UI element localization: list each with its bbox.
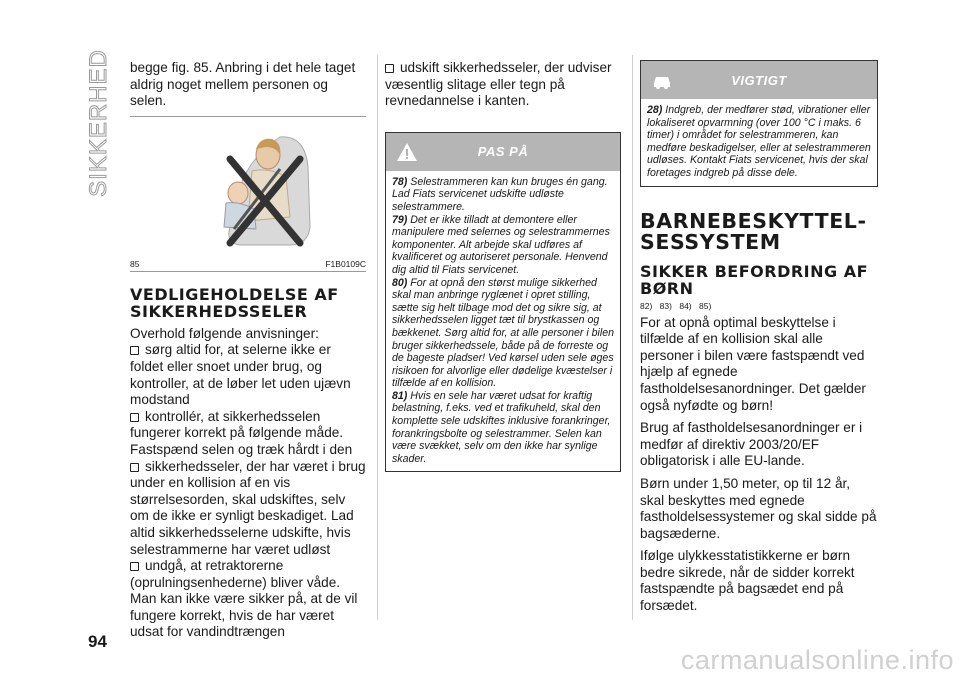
warning-number: 78) xyxy=(392,175,408,188)
warning-item xyxy=(392,390,614,466)
paragraph: Ifølge ulykkesstatistikkerne er børn bedre sikrede, når de sidder korrekt fastspændte på bagsædet end på forsædet. xyxy=(640,548,855,614)
column-1 xyxy=(130,60,366,641)
column-3 xyxy=(640,60,878,615)
warning-text: Selestrammeren kan kun bruges én gang. Lad Fiats servicenet udskifte udløste selestrammere. xyxy=(392,175,608,213)
column-divider xyxy=(632,55,633,620)
important-number: 28) xyxy=(647,104,663,116)
list-item-text: sikkerhedsseler, der har været i brug under en kollision af en vis størrelsesorden, skal udskiftes, selv om de ikke er synligt beskadiget. Lad altid sikkerhedsselerne udskifte, hvis selestrammerne har været udløst xyxy=(130,458,366,557)
bullet-icon xyxy=(385,64,394,73)
list-item xyxy=(130,459,366,559)
important-title: VIGTIGT xyxy=(731,72,787,88)
paragraph: Børn under 1,50 meter, op til 12 år, skal beskyttes med egnede fastholdelsessystemer og skal sidde på bagsæderne. xyxy=(640,475,877,541)
separator xyxy=(130,271,366,272)
important-header xyxy=(641,61,877,99)
watermark: carmanualsonline.info xyxy=(680,645,954,675)
list-item-text: sørg altid for, at selerne ikke er foldet eller snoet under brug, og kontroller, at de løber let uden ujævn modstand xyxy=(130,342,351,408)
reference: 85) xyxy=(699,300,712,311)
section-heading: VEDLIGEHOLDELSE AF SIKKERHEDSSELER xyxy=(130,284,339,321)
warning-item xyxy=(392,214,614,277)
chapter-heading: BARNEBESKYTTEL-SESSYSTEM xyxy=(640,208,867,254)
important-box xyxy=(640,60,878,187)
reference: 84) xyxy=(679,300,692,311)
important-item xyxy=(647,104,871,180)
seat-belt-child-illustration xyxy=(130,117,366,257)
list-item-text: undgå, at retraktorerne (oprulningsenhederne) bliver våde. Man kan ikke være sikker på, at de vil fungere korrekt, hvis de har været udsat for vandindtrængen xyxy=(130,558,358,640)
caution-header xyxy=(386,133,620,171)
section-tab-label: SIKKERHED xyxy=(85,49,113,197)
warning-text: Hvis en sele har været udsat for kraftig belastning, f.eks. ved et trafikuheld, skal den komplette sele udskiftes inklusive forankringer, forankringsbolte og selestrammer. Selen kan være svækket, selv om den ikke har synlige skader. xyxy=(392,389,611,465)
paragraph: For at opnå optimal beskyttelse i tilfælde af en kollision skal alle personer i bilen være fastspændt ved hjælp af egnede fastholdelsesanordninger. Det gælder også nyfødte og børn! xyxy=(640,314,866,413)
reference: 82) xyxy=(640,300,653,311)
warning-item xyxy=(392,277,614,390)
figure-85 xyxy=(130,117,366,257)
warning-number: 79) xyxy=(392,213,408,226)
warning-item xyxy=(392,176,614,214)
list-item-text: kontrollér, at sikkerhedsselen fungerer korrekt på følgende måde. Fastspænd selen og træk hårdt i den xyxy=(130,408,353,457)
bullet-icon xyxy=(130,346,139,355)
column-divider xyxy=(377,55,378,620)
car-warning-icon xyxy=(651,69,673,91)
figure-code: F1B0109C xyxy=(325,258,366,269)
reference-numbers xyxy=(640,301,878,311)
warning-text: Det er ikke tilladt at demontere eller manipulere med selernes og selestrammernes komponenter. Alt arbejde skal udføres af kvalificeret og autoriseret personale. Henvend dig altid til Fiats servicenet. xyxy=(392,213,610,276)
list-item-text: udskift sikkerhedsseler, der udviser væsentlig slitage eller tegn på revnedannelse i kanten. xyxy=(385,60,612,109)
reference: 83) xyxy=(659,300,672,311)
figure-number: 85 xyxy=(130,258,140,269)
list-item xyxy=(130,342,366,408)
column-2 xyxy=(385,60,621,472)
bullet-icon xyxy=(130,562,139,571)
important-body xyxy=(641,99,877,186)
figure-caption xyxy=(130,259,366,269)
section-tab xyxy=(85,49,113,197)
list-item xyxy=(130,409,366,459)
warning-number: 81) xyxy=(392,389,408,402)
page-number: 94 xyxy=(88,632,107,651)
important-text: Indgreb, der medfører stød, vibrationer eller lokaliseret opvarmning (over 100 °C i maks. 6 timer) i området for selestrammeren, kan medføre beskadigelser, eller at selestrammeren udløses. Kontakt Fiats servicenet, hvis der skal foretages indgreb på disse dele. xyxy=(647,104,871,179)
paragraph: Brug af fastholdelsesanordninger er i medfør af direktiv 2003/20/EF obligatorisk i alle EU-lande. xyxy=(640,420,863,469)
lead-text: Overhold følgende anvisninger: xyxy=(130,325,319,341)
caution-title: PAS PÅ xyxy=(477,144,529,160)
bullet-icon xyxy=(130,463,139,472)
bullet-icon xyxy=(130,413,139,422)
list-item xyxy=(130,558,366,641)
sub-heading: SIKKER BEFORDRING AF BØRN xyxy=(640,261,869,298)
warning-text: For at opnå den størst mulige sikkerhed skal man anbringe ryglænet i opret stilling, sætte sig helt tilbage mod det og sikre sig, at sikkerhedsselen ligget tæt til brystkassen og bækkenet. Sørg altid for, at alle personer i bilen bruger sikkerhedssele, både på de forreste og de bageste pladser! Ved kørsel uden sele øges risikoen for alvorlige eller dødelige kvæstelser i tilfælde af en kollision. xyxy=(392,276,614,390)
intro-text: begge fig. 85. Anbring i det hele taget aldrig noget mellem personen og selen. xyxy=(130,60,356,109)
warning-hand-icon xyxy=(396,141,418,163)
warning-number: 80) xyxy=(392,276,408,289)
list-item xyxy=(385,60,621,110)
caution-box xyxy=(385,132,621,473)
caution-body xyxy=(386,171,620,472)
